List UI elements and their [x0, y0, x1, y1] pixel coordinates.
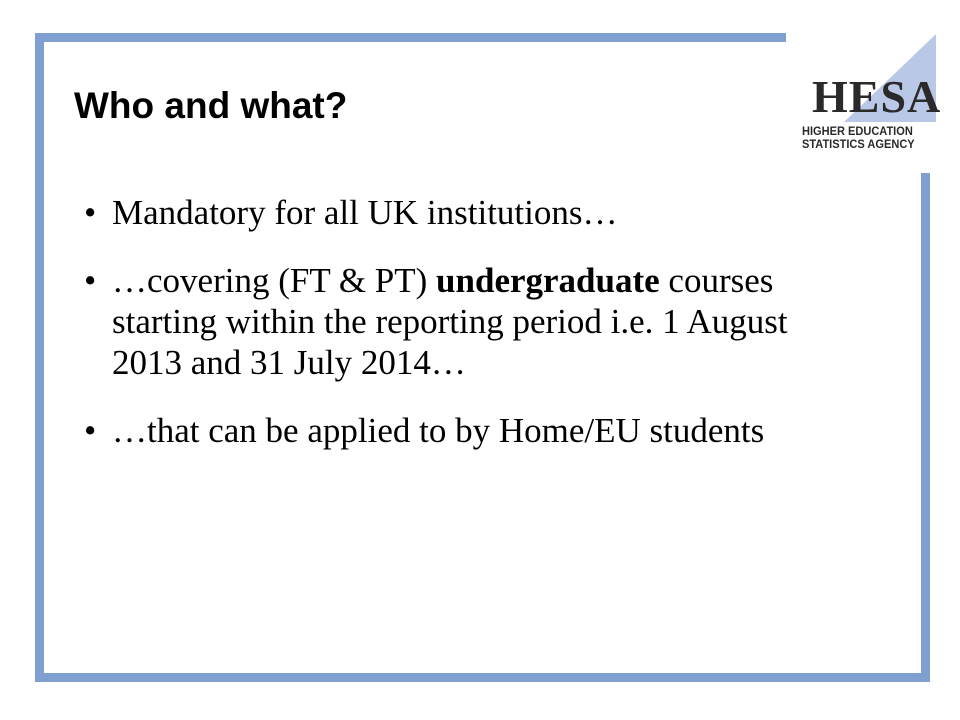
slide-frame-left [35, 33, 44, 682]
slide-frame-top [35, 33, 786, 42]
slide-frame-right [921, 173, 930, 682]
hesa-logo [786, 30, 946, 160]
bullet-dot: • [84, 193, 97, 232]
logo-subtitle [802, 125, 915, 151]
bullet-text-post: courses starting within the reporting period i.e. 1 August 2013 and 31 July 2014… [112, 261, 788, 382]
bullet-dot: • [84, 261, 97, 300]
bullet-text-emphasis: undergraduate [436, 261, 660, 300]
bullet-text [112, 261, 788, 382]
logo-subtitle-line-1: HIGHER EDUCATION [802, 124, 913, 138]
bullet-text: …that can be applied to by Home/EU students [112, 411, 765, 450]
slide-title: Who and what? [74, 85, 348, 126]
bullet-item [74, 192, 834, 233]
bullet-text-pre: …covering (FT & PT) [112, 261, 437, 300]
logo-subtitle-line-2: STATISTICS AGENCY [802, 137, 915, 151]
bullet-text: Mandatory for all UK institutions… [112, 193, 618, 232]
bullet-item [74, 410, 834, 451]
slide-frame-bottom [35, 673, 930, 682]
bullet-item [74, 260, 834, 383]
bullet-list [74, 192, 834, 478]
bullet-dot: • [84, 411, 97, 450]
logo-wordmark: HESA [812, 71, 942, 122]
